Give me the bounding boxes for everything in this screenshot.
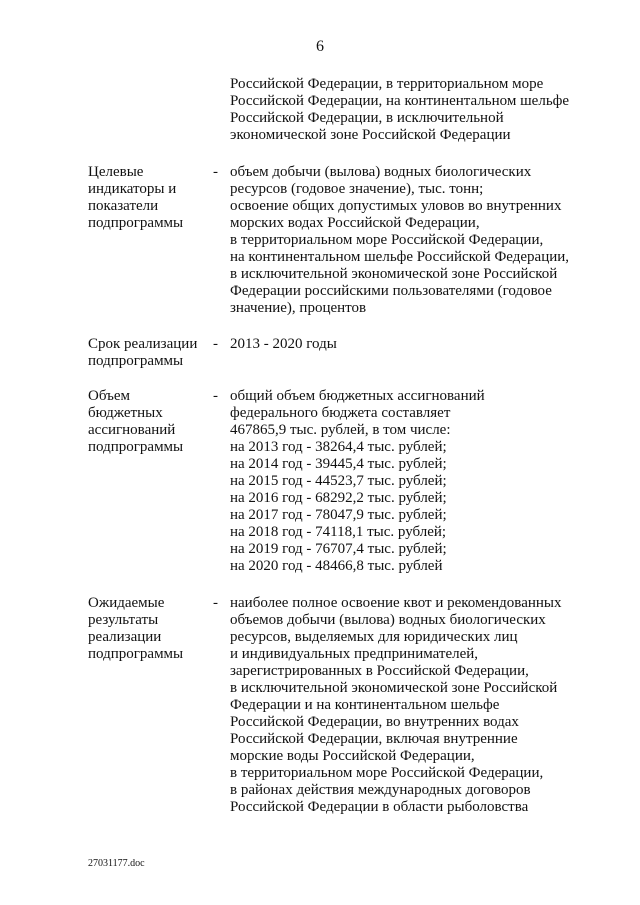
text-line: Российской Федерации, на континентальном шельфе	[230, 93, 570, 109]
text-line: морских водах Российской Федерации,	[230, 215, 480, 231]
footer-filename: 27031177.doc	[88, 858, 145, 869]
label-line: Целевые	[88, 164, 144, 180]
text-line: Российской Федерации в области рыболовства	[230, 799, 529, 815]
text-line: на 2013 год - 38264,4 тыс. рублей;	[230, 439, 447, 455]
text-line: ресурсов, выделяемых для юридических лиц	[230, 629, 518, 645]
text-line: на 2015 год - 44523,7 тыс. рублей;	[230, 473, 447, 489]
text-line: в районах действия международных договоров	[230, 782, 531, 798]
text-line: значение), процентов	[230, 300, 367, 316]
text-line: Федерации российскими пользователями (годовое	[230, 283, 552, 299]
text-line: 2013 - 2020 годы	[230, 336, 337, 352]
label-line: результаты	[88, 612, 159, 628]
label-line: ассигнований	[88, 422, 176, 438]
text-line: на 2017 год - 78047,9 тыс. рублей;	[230, 507, 447, 523]
label-line: бюджетных	[88, 405, 163, 421]
text-line: на 2018 год - 74118,1 тыс. рублей;	[230, 524, 447, 540]
section-dash: -	[213, 336, 218, 352]
label-line: подпрограммы	[88, 353, 184, 369]
text-line: 467865,9 тыс. рублей, в том числе:	[230, 422, 451, 438]
text-line: Российской Федерации, включая внутренние	[230, 731, 518, 747]
section-dash: -	[213, 164, 218, 180]
section-label-budget	[88, 388, 218, 456]
label-line: показатели	[88, 198, 159, 214]
text-line: в территориальном море Российской Федерации,	[230, 765, 544, 781]
text-line: зарегистрированных в Российской Федерации,	[230, 663, 529, 679]
label-line: реализации	[88, 629, 162, 645]
text-line: освоение общих допустимых уловов во внутренних	[230, 198, 562, 214]
text-line: в исключительной экономической зоне Российской	[230, 266, 558, 282]
text-line: Федерации и на континентальном шельфе	[230, 697, 500, 713]
section-label-period	[88, 336, 218, 370]
label-line: подпрограммы	[88, 215, 184, 231]
text-line: объемов добычи (вылова) водных биологических	[230, 612, 546, 628]
text-line: на 2016 год - 68292,2 тыс. рублей;	[230, 490, 447, 506]
label-line: Объем	[88, 388, 130, 404]
text-line: ресурсов (годовое значение), тыс. тонн;	[230, 181, 484, 197]
text-line: в исключительной экономической зоне Российской	[230, 680, 558, 696]
label-line: подпрограммы	[88, 439, 184, 455]
text-line: и индивидуальных предпринимателей,	[230, 646, 479, 662]
section-label-results	[88, 595, 218, 663]
section-content-indicators	[230, 164, 569, 317]
label-line: Срок реализации	[88, 336, 198, 352]
section-dash: -	[213, 388, 218, 404]
intro-text	[230, 76, 569, 144]
text-line: на 2014 год - 39445,4 тыс. рублей;	[230, 456, 447, 472]
text-line: на 2019 год - 76707,4 тыс. рублей;	[230, 541, 447, 557]
text-line: морские воды Российской Федерации,	[230, 748, 475, 764]
label-line: индикаторы и	[88, 181, 177, 197]
section-content-results	[230, 595, 561, 816]
section-content-period	[230, 336, 337, 353]
text-line: объем добычи (вылова) водных биологических	[230, 164, 532, 180]
label-line: Ожидаемые	[88, 595, 165, 611]
section-content-budget	[230, 388, 485, 575]
text-line: на 2020 год - 48466,8 тыс. рублей	[230, 558, 443, 574]
text-line: на континентальном шельфе Российской Федерации,	[230, 249, 570, 265]
text-line: экономической зоне Российской Федерации	[230, 127, 511, 143]
text-line: Российской Федерации, в исключительной	[230, 110, 504, 126]
label-line: подпрограммы	[88, 646, 184, 662]
text-line: наиболее полное освоение квот и рекомендованных	[230, 595, 562, 611]
section-dash: -	[213, 595, 218, 611]
section-label-indicators	[88, 164, 218, 232]
text-line: федерального бюджета составляет	[230, 405, 451, 421]
text-line: Российской Федерации, в территориальном море	[230, 76, 544, 92]
page-number: 6	[316, 38, 324, 55]
text-line: общий объем бюджетных ассигнований	[230, 388, 485, 404]
text-line: в территориальном море Российской Федерации,	[230, 232, 544, 248]
text-line: Российской Федерации, во внутренних водах	[230, 714, 519, 730]
